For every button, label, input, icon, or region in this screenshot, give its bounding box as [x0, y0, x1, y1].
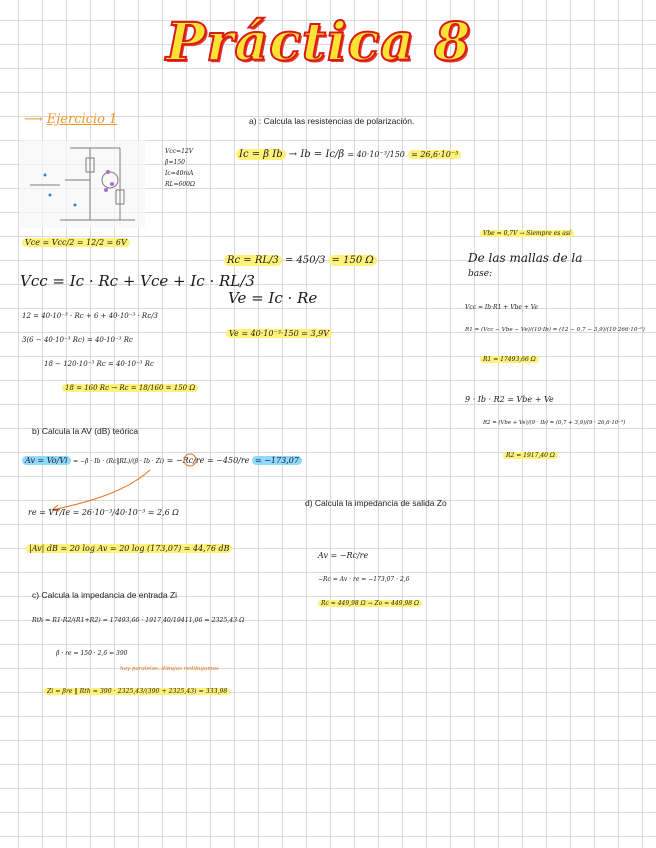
vce-equation [22, 238, 130, 247]
zo-line-3-wrap [318, 592, 422, 616]
re-calc: re = VT/Ie = 26·10⁻³/40·10⁻³ = 2,6 Ω [28, 508, 179, 517]
vbe-note [480, 230, 574, 237]
zo-line-2: −Rc = Av · re = −173,07 · 2,6 [318, 576, 410, 583]
r1-value-text: R1 = 17493,66 Ω [480, 356, 539, 363]
mallas-line-2: base: [468, 269, 493, 279]
av-eq-part4: = −450/re [206, 456, 250, 465]
ve-value-text: Ve = 40·10⁻³·150 = 3,9V [226, 329, 332, 338]
r2-fraction: R2 = (Vbe + Ve)/(9 · Ib) = (0,7 + 3,9)/(9 · 26,6·10⁻⁵) [483, 420, 626, 426]
zo-line-3: Rc = 449,98 Ω → Zo = 449,98 Ω [318, 600, 422, 607]
question-b: b) Calcula la AV (dB) teórica [32, 426, 139, 436]
vcc-equation: Vcc = Ic · Rc + Vce + Ic · RL/3 [20, 272, 255, 290]
calc-line-3: 18 − 120·10⁻³ Rc = 40·10⁻³ Rc [44, 360, 154, 368]
zo-block [318, 544, 422, 616]
mallas-heading [468, 250, 582, 282]
av-equation [22, 456, 302, 465]
r2-value [503, 452, 558, 459]
mallas-line-1: De las mallas de la [468, 251, 583, 265]
av-db-equation [26, 544, 232, 553]
question-a: a) : Calcula las resistencias de polarización. [249, 116, 415, 126]
ve-value [226, 329, 332, 338]
vcc-mallas-eq: Vcc = Ib·R1 + Vbe + Ve [465, 304, 539, 311]
ib-eq-result: = 26,6·10⁻⁵ [408, 150, 461, 159]
av-db-text: |Av| dB = 20 log Av = 20 log (173,07) = 44,76 dB [26, 544, 232, 553]
circuit-diagram [20, 140, 145, 228]
ve-equation: Ve = Ic · Re [228, 289, 318, 307]
vbe-note-text: Vbe = 0,7V → Siempre es así [480, 230, 574, 237]
re-eq-part2: = 450/3 [284, 255, 326, 266]
calc-line-1: 12 = 40·10⁻³ · Rc + 6 + 40·10⁻³ · Rc/3 [22, 312, 158, 320]
re-equation [224, 255, 377, 266]
ib-eq-part1: Ic = β Ib [236, 149, 286, 160]
page-title: Práctica 8 [166, 12, 472, 73]
zo-line-1: Av = −Rc/re [318, 551, 369, 560]
r2-equation: 9 · Ib · R2 = Vbe + Ve [465, 395, 554, 404]
av-eq-result: = −173,07 [252, 456, 302, 465]
arrow-right-icon: ⟶ [24, 112, 43, 127]
param-beta: β=150 [165, 159, 185, 166]
question-c: c) Calcula la impedancia de entrada Zi [32, 590, 178, 600]
ib-equation [236, 149, 461, 160]
ib-eq-part2: → Ib = Ic/β [288, 149, 345, 160]
r2-value-text: R2 = 1917,40 Ω [503, 452, 558, 459]
calc-line-2: 3(6 − 40·10⁻³ Rc) = 40·10⁻³ Rc [22, 336, 133, 344]
r1-equation: R1 = (Vcc − Vbe − Ve)/(10·Ib) = (12 − 0,7 − 3,9)/(10·266·10⁻⁶) [465, 327, 645, 333]
re-eq-part1: Rc = RL/3 [224, 255, 282, 266]
rth-equation: Rth = R1·R2/(R1+R2) = 17493,66 · 1917,40/19411,06 = 2325,43 Ω [32, 617, 245, 624]
av-eq-part1: Av = Vo/Vi [22, 456, 71, 465]
param-ic: Ic=40mA [165, 170, 194, 177]
av-eq-part2: = −β · Ib · (Rc‖RL)/(β · Ib · Zi) [73, 458, 165, 465]
ib-eq-part3: = 40·10⁻³/150 [347, 150, 405, 159]
rc-calc-block [22, 304, 198, 400]
parallel-note: hay paralelos, dibujas redibujamos [120, 666, 219, 672]
param-vcc: Vcc=12V [165, 148, 194, 155]
calc-line-4-wrap [22, 376, 198, 400]
vce-eq-text: Vce = Vcc/2 = 12/2 = 6V [22, 238, 130, 247]
re-eq-result: = 150 Ω [329, 255, 377, 266]
circuit-params [165, 146, 195, 190]
question-d: d) Calcula la impedancia de salida Zo [305, 498, 447, 508]
calc-line-4: 18 = 160 Rc → Rc = 18/160 = 150 Ω [62, 384, 198, 392]
beta-re-calc: β · re = 150 · 2,6 = 390 [56, 650, 128, 657]
zi-equation [44, 688, 230, 695]
zi-eq-text: Zi = βre ‖ Rth = 390 · 2325,43/(390 + 2325,43) = 333,98 [44, 688, 230, 695]
av-eq-part3: = −Rc/re [166, 456, 205, 465]
r1-value [480, 356, 539, 363]
param-rl: RL=600Ω [165, 181, 195, 188]
arrow-annotation-icon [40, 466, 160, 514]
exercise-label: Ejercicio 1 [46, 112, 118, 127]
exercise-heading [24, 112, 117, 127]
